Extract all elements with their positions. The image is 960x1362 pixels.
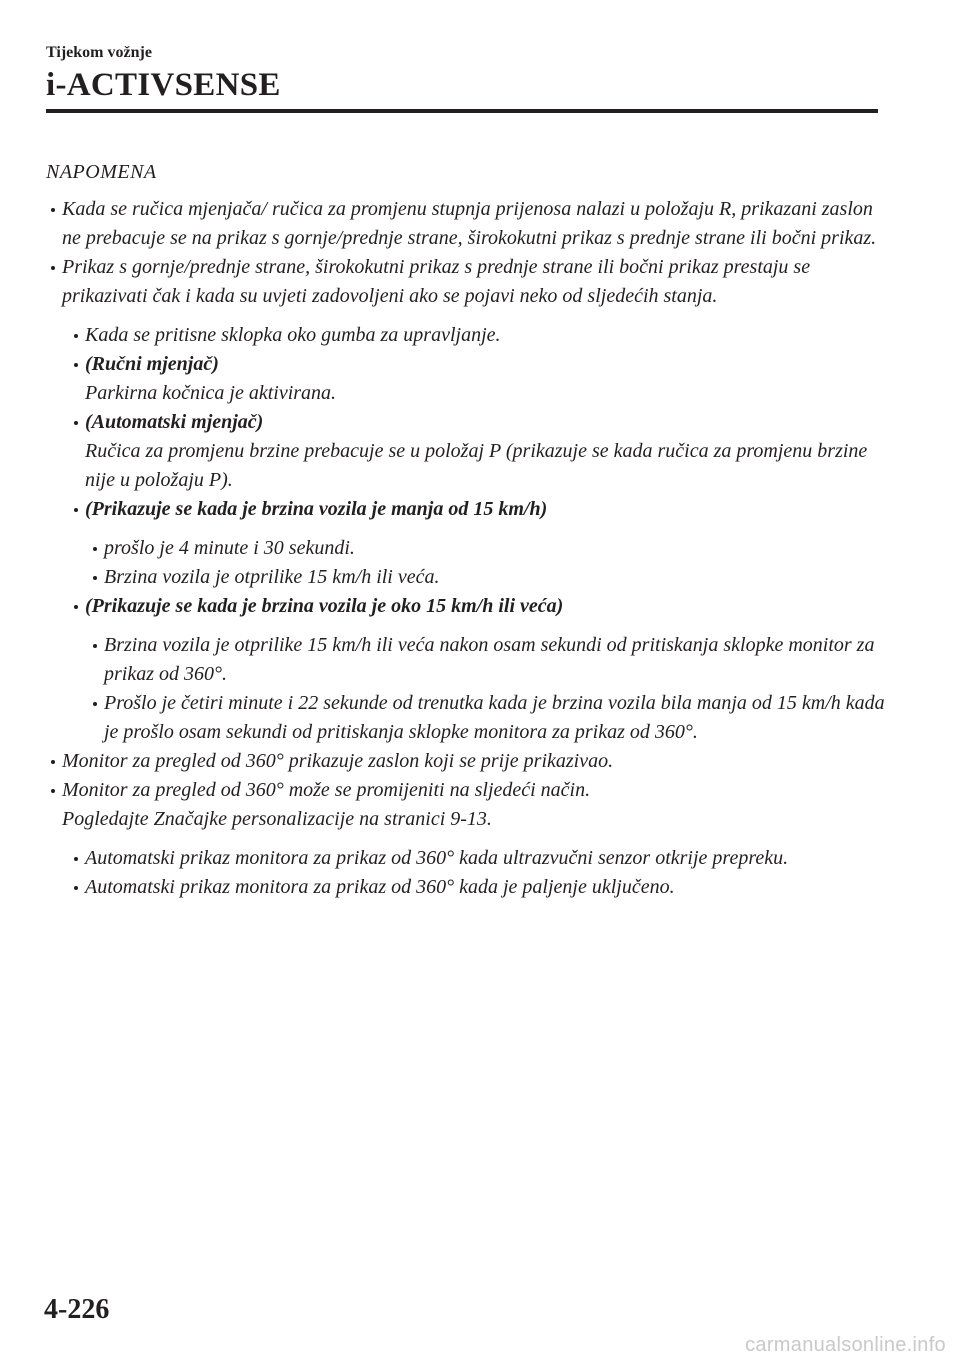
- sub-bullet-pritisne: Kada se pritisne sklopka oko gumba za upravljanje.: [85, 321, 886, 350]
- note-bullet-4: [62, 776, 886, 834]
- note-title: NAPOMENA: [46, 161, 157, 183]
- sub-bullet-automatski-title: (Automatski mjenjač): [85, 411, 264, 433]
- note-bullet-2: Prikaz s gornje/prednje strane, širokokutni prikaz s prednje strane ili bočni prikaz prestaju se prikazivati čak i kada su uvjeti zadovoljeni ako se pojavi neko od sljedećih stanja.: [62, 253, 886, 311]
- note-block: [46, 158, 886, 902]
- sub-bullet-rucni: [85, 350, 886, 408]
- sub-sub-bullet-4min: prošlo je 4 minute i 30 sekundi.: [104, 534, 886, 563]
- sub-bullet-manja-15: (Prikazuje se kada je brzina vozila je manja od 15 km/h): [85, 495, 886, 524]
- page-header: [46, 44, 878, 104]
- sub-bullet-ultrazvucni: Automatski prikaz monitora za prikaz od 360° kada ultrazvučni senzor otkrije prepreku.: [85, 844, 886, 873]
- section-title: i-ACTIVSENSE: [46, 67, 281, 103]
- sub-sub-bullet-cetiri-minute: Prošlo je četiri minute i 22 sekunde od trenutka kada je brzina vozila bila manja od 15 km/h kada je prošlo osam sekundi od pritiskanja sklopke monitora za prikaz od 360°.: [104, 689, 886, 747]
- personalization-reference: Pogledajte Značajke personalizacije na stranici 9-13.: [62, 808, 492, 830]
- header-divider: [46, 109, 878, 113]
- sub-sub-bullet-osam-sekundi: Brzina vozila je otprilike 15 km/h ili veća nakon osam sekundi od pritiskanja sklopke monitor za prikaz od 360°.: [104, 631, 886, 689]
- page-number: 4-226: [44, 1294, 110, 1325]
- note-bullet-3: Monitor za pregled od 360° prikazuje zaslon koji se prije prikazivao.: [62, 747, 886, 776]
- sub-bullet-automatski-text: Ručica za promjenu brzine prebacuje se u položaj P (prikazuje se kada ručica za promjenu brzine nije u položaju P).: [85, 440, 868, 491]
- sub-bullet-rucni-title: (Ručni mjenjač): [85, 353, 219, 375]
- note-bullet-4-text: Monitor za pregled od 360° može se promijeniti na sljedeći način.: [62, 779, 591, 801]
- sub-bullet-automatski: [85, 408, 886, 495]
- section-subtitle: Tijekom vožnje: [46, 44, 152, 61]
- note-bullet-1: Kada se ručica mjenjača/ ručica za promjenu stupnja prijenosa nalazi u položaju R, prikazani zaslon ne prebacuje se na prikaz s gornje/prednje strane, širokokutni prikaz s prednje strane ili bočni prikaz.: [62, 195, 886, 253]
- sub-bullet-paljenje: Automatski prikaz monitora za prikaz od 360° kada je paljenje uključeno.: [85, 873, 886, 902]
- watermark: carmanualsonline.info: [745, 1334, 946, 1356]
- sub-bullet-oko-15: (Prikazuje se kada je brzina vozila je oko 15 km/h ili veća): [85, 592, 886, 621]
- sub-sub-bullet-brzina-15: Brzina vozila je otprilike 15 km/h ili veća.: [104, 563, 886, 592]
- sub-bullet-rucni-text: Parkirna kočnica je aktivirana.: [85, 382, 337, 404]
